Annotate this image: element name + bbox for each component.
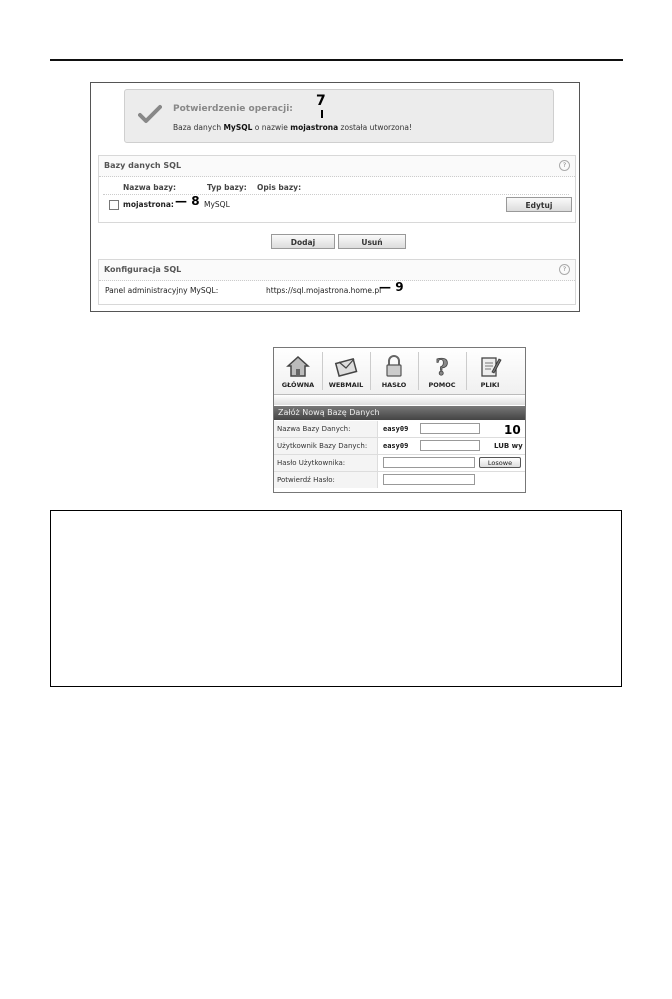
random-password-button[interactable]: Losowe <box>479 457 521 468</box>
or-choose-text: LUB wy <box>494 442 523 450</box>
db-user-input[interactable] <box>420 440 480 451</box>
toolbar-stripe <box>274 395 525 405</box>
toolbar-webmail[interactable] <box>325 350 367 392</box>
lock-icon <box>382 354 406 378</box>
hosting-panel-screenshot <box>273 347 526 493</box>
files-icon <box>478 354 502 378</box>
toolbar-label: WEBMAIL <box>328 381 364 389</box>
svg-text:?: ? <box>435 355 449 378</box>
sql-config-panel <box>98 259 576 305</box>
home-icon <box>286 354 310 378</box>
confirmation-box <box>124 89 554 143</box>
panel-title: Konfiguracja SQL <box>104 265 182 274</box>
add-button[interactable]: Dodaj <box>271 234 335 249</box>
confirm-password-input[interactable] <box>383 474 475 485</box>
form-row-db-user <box>274 438 525 455</box>
user-prefix: easy09 <box>383 442 409 450</box>
col-desc-header: Opis bazy: <box>257 183 302 192</box>
toolbar-files[interactable] <box>469 350 511 392</box>
callout-7: 7 <box>316 93 326 109</box>
question-icon <box>430 354 454 378</box>
help-icon[interactable]: ? <box>559 264 570 275</box>
col-type-header: Typ bazy: <box>207 183 247 192</box>
divider <box>103 194 569 195</box>
main-toolbar <box>274 348 525 395</box>
page-header-rule <box>50 59 623 61</box>
toolbar-separator <box>370 352 371 390</box>
form-row-password <box>274 455 525 472</box>
form-header <box>274 406 525 420</box>
col-name-header: Nazwa bazy: <box>123 183 176 192</box>
mysql-admin-link[interactable]: https://sql.mojastrona.home.pl <box>266 286 382 295</box>
toolbar-separator <box>418 352 419 390</box>
field-label: Użytkownik Bazy Danych: <box>274 438 378 454</box>
form-title: Załóż Nową Bazę Danych <box>278 408 380 417</box>
toolbar-label: POMOC <box>428 381 456 389</box>
sql-databases-panel <box>98 155 576 223</box>
db-prefix: easy09 <box>383 425 409 433</box>
callout-7-line <box>321 110 323 118</box>
sql-admin-screenshot <box>90 82 580 312</box>
toolbar-label: GŁÓWNA <box>281 381 315 389</box>
form-row-db-name <box>274 421 525 438</box>
remove-button[interactable]: Usuń <box>338 234 406 249</box>
password-input[interactable] <box>383 457 475 468</box>
field-label: Potwierdź Hasło: <box>274 472 378 488</box>
db-name-input[interactable] <box>420 423 480 434</box>
db-name-cell: mojastrona: <box>123 200 174 209</box>
panel-header <box>99 260 575 281</box>
toolbar-password[interactable] <box>373 350 415 392</box>
confirmation-title: Potwierdzenie operacji: <box>173 104 293 114</box>
toolbar-label: PLIKI <box>480 381 500 389</box>
row-checkbox[interactable] <box>109 200 119 210</box>
help-icon[interactable]: ? <box>559 160 570 171</box>
field-label: Nazwa Bazy Danych: <box>274 421 378 437</box>
mail-icon <box>334 354 358 378</box>
db-type-cell: MySQL <box>204 200 230 209</box>
panel-header <box>99 156 575 177</box>
panel-title: Bazy danych SQL <box>104 161 182 170</box>
callout-10: 10 <box>504 423 521 437</box>
toolbar-home[interactable] <box>277 350 319 392</box>
edit-button[interactable]: Edytuj <box>506 197 572 212</box>
callout-8: — 8 <box>175 194 200 208</box>
form-row-confirm-password <box>274 472 525 488</box>
checkmark-icon <box>138 104 162 124</box>
toolbar-separator <box>466 352 467 390</box>
note-box <box>50 510 622 687</box>
callout-9: — 9 <box>379 280 404 294</box>
toolbar-separator <box>322 352 323 390</box>
confirmation-message: Baza danych MySQL o nazwie mojastrona została utworzona! <box>173 123 413 132</box>
toolbar-help[interactable] <box>421 350 463 392</box>
field-label: Hasło Użytkownika: <box>274 455 378 471</box>
config-label: Panel administracyjny MySQL: <box>105 286 219 295</box>
toolbar-label: HASŁO <box>381 381 407 389</box>
